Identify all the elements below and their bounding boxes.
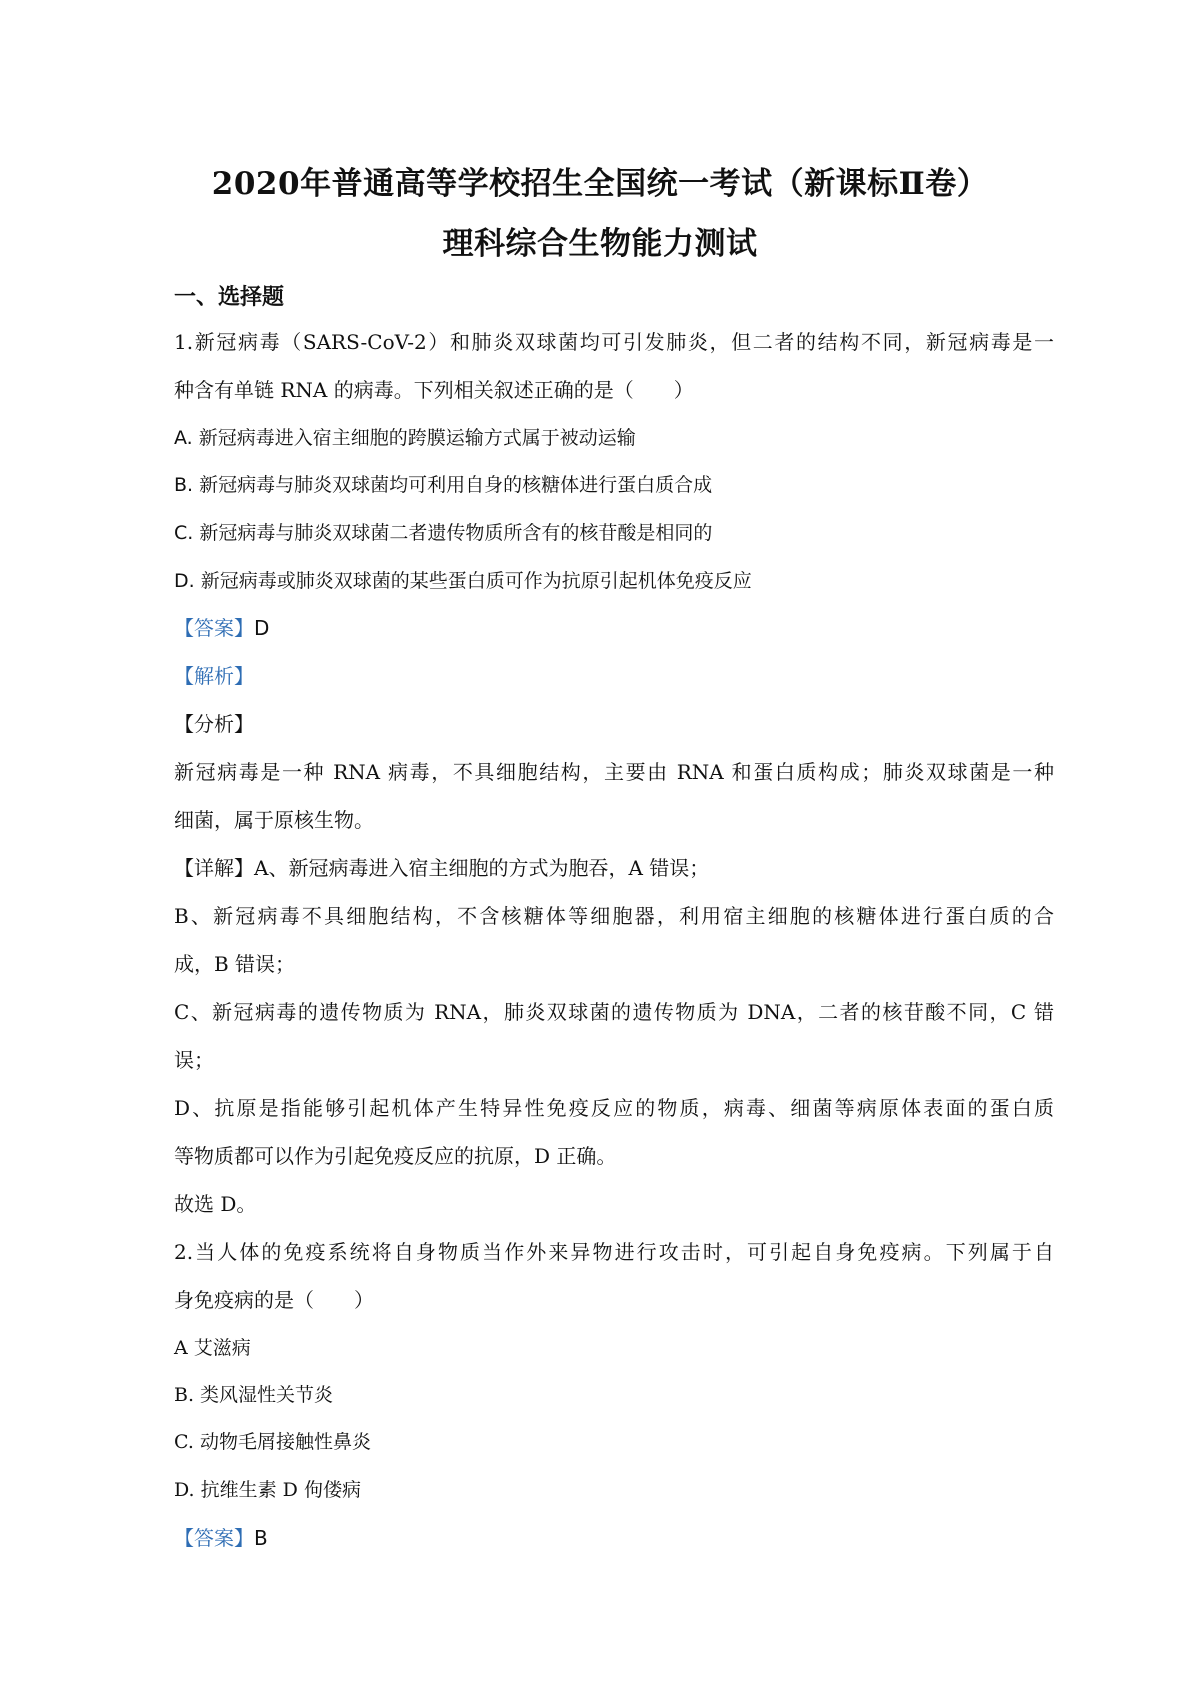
exam-subtitle: 理科综合生物能力测试 [442,226,758,262]
exam-title: 2020年普通高等学校招生全国统一考试（新课标Ⅱ卷） [211,166,989,202]
q1-fenxi-line1: 新冠病毒是一种 RNA 病毒，不具细胞结构，主要由 RNA 和蛋白质构成；肺炎双球菌是一种 [174,760,1054,784]
answer-tag: 【答案】 [174,616,254,640]
q1-option-d: D. 新冠病毒或肺炎双球菌的某些蛋白质可作为抗原引起机体免疫反应 [174,570,752,592]
q2-stem-line2: 身免疫病的是（ ） [174,1288,374,1312]
q1-fenxi-tag: 【分析】 [174,712,254,736]
q1-detail-line5: 误； [174,1048,214,1072]
answer-tag: 【答案】 [174,1526,254,1550]
q1-detail-line3: 成，B 错误； [174,952,296,976]
section-heading: 一、选择题 [174,284,285,310]
q1-detail-line7: 等物质都可以作为引起免疫反应的抗原，D 正确。 [174,1144,617,1168]
q1-detail-line2: B、新冠病毒不具细胞结构，不含核糖体等细胞器，利用宿主细胞的核糖体进行蛋白质的合 [174,904,1054,928]
analysis-tag: 【解析】 [174,664,254,688]
q1-detail-line4: C、新冠病毒的遗传物质为 RNA，肺炎双球菌的遗传物质为 DNA，二者的核苷酸不同，C 错 [174,1000,1054,1024]
q2-option-c: C. 动物毛屑接触性鼻炎 [174,1431,371,1453]
q2-option-a: A 艾滋病 [174,1337,251,1359]
answer-value: B [254,1526,268,1550]
q2-stem-line1: 2.当人体的免疫系统将自身物质当作外来异物进行攻击时，可引起自身免疫病。下列属于自 [174,1240,1054,1264]
q1-stem-line1: 1.新冠病毒（SARS-CoV-2）和肺炎双球菌均可引发肺炎，但二者的结构不同，新冠病毒是一 [174,330,1054,354]
q2-option-b: B. 类风湿性关节炎 [174,1384,334,1406]
q2-answer [174,1524,1054,1552]
q1-fenxi-line2: 细菌，属于原核生物。 [174,808,374,832]
q1-detail-line1: 【详解】A、新冠病毒进入宿主细胞的方式为胞吞，A 错误； [174,856,710,880]
q1-stem-line2: 种含有单链 RNA 的病毒。下列相关叙述正确的是（ ） [174,378,694,402]
answer-value: D [254,616,270,640]
q1-option-c: C. 新冠病毒与肺炎双球菌二者遗传物质所含有的核苷酸是相同的 [174,522,713,544]
q1-option-b: B. 新冠病毒与肺炎双球菌均可利用自身的核糖体进行蛋白质合成 [174,474,713,496]
q1-answer [174,614,1054,642]
q1-option-a: A. 新冠病毒进入宿主细胞的跨膜运输方式属于被动运输 [174,427,636,449]
q1-detail-line6: D、抗原是指能够引起机体产生特异性免疫反应的物质，病毒、细菌等病原体表面的蛋白质 [174,1096,1054,1120]
q2-option-d: D. 抗维生素 D 佝偻病 [174,1479,361,1501]
q1-conclusion: 故选 D。 [174,1192,257,1216]
q1-analysis-tag [174,662,1054,690]
